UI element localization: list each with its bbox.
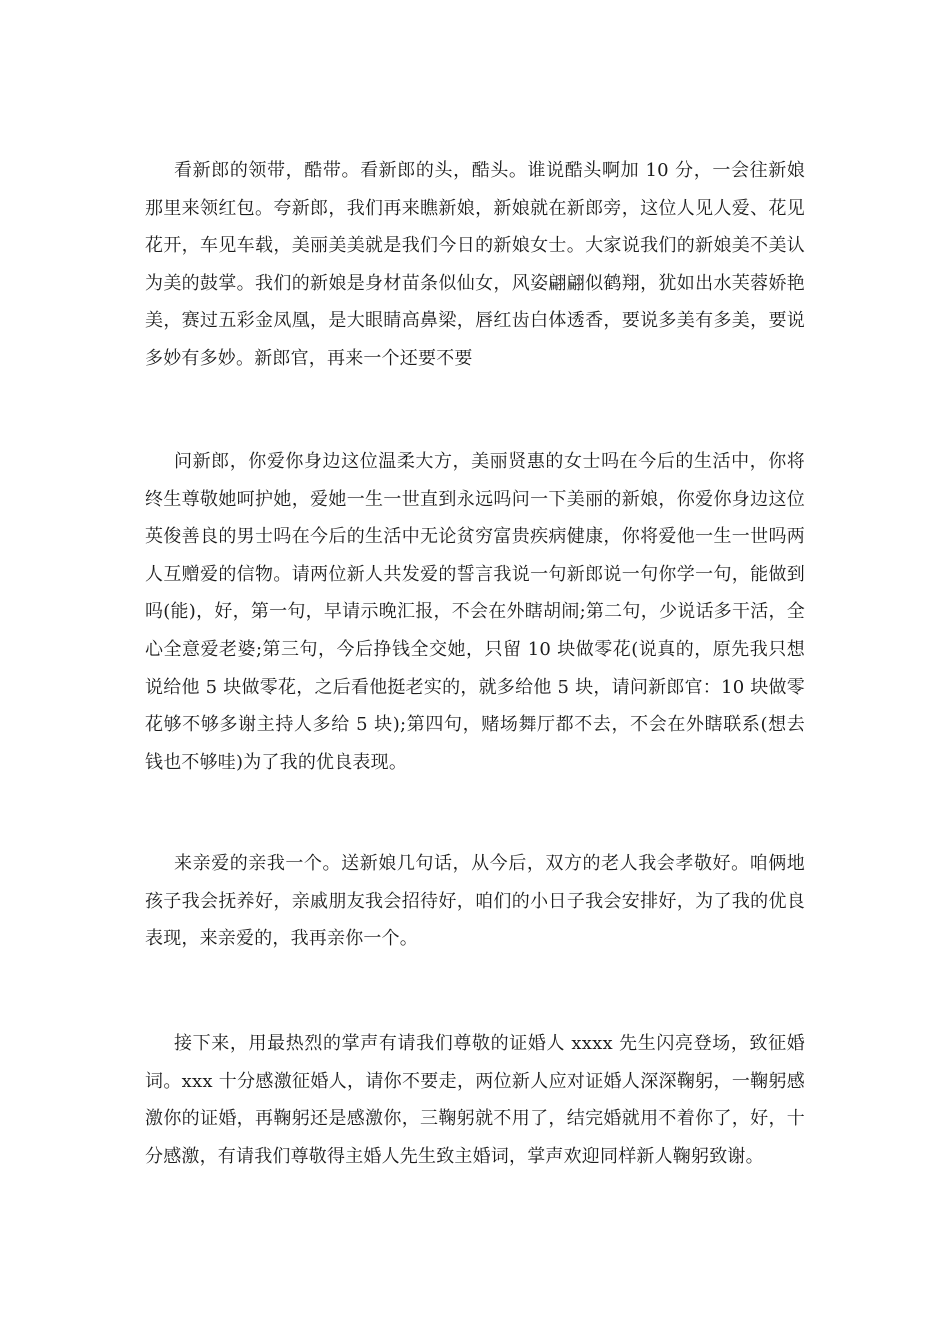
paragraph-groom-praise: 看新郎的领带，酷带。看新郎的头，酷头。谁说酷头啊加 10 分，一会往新娘那里来领红包。夸新郎，我们再来瞧新娘，新娘就在新郎旁，这位人见人爱、花见花开，车见车载，美丽美美就是我们今日的新娘女士。大家说我们的新娘美不美认为美的鼓掌。我们的新娘是身材苗条似仙女，风姿翩翩似鹤翔，犹如出水芙蓉娇艳美，赛过五彩金凤凰，是大眼睛高鼻梁，唇红齿白体透香，要说多美有多美，要说多妙有多妙。新郎官，再来一个还要不要 <box>145 160 805 369</box>
paragraph-kiss: 来亲爱的亲我一个。送新娘几句话，从今后，双方的老人我会孝敬好。咱俩地孩子我会抚养好，亲戚朋友我会招待好，咱们的小日子我会安排好，为了我的优良表现，来亲爱的，我再亲你一个。 <box>145 853 805 950</box>
paragraph-witness-speech: 接下来，用最热烈的掌声有请我们尊敬的证婚人 xxxx 先生闪亮登场，致征婚词。xxx 十分感激征婚人，请你不要走，两位新人应对证婚人深深鞠躬，一鞠躬感激你的证婚，再鞠躬还是感激你，三鞠躬就不用了，结完婚就用不着你了，好，十分感激，有请我们尊敬得主婚人先生致主婚词，掌声欢迎同样新人鞠躬致谢。 <box>145 1033 805 1167</box>
paragraph-vows: 问新郎，你爱你身边这位温柔大方，美丽贤惠的女士吗在今后的生活中，你将终生尊敬她呵护她，爱她一生一世直到永远吗问一下美丽的新娘，你爱你身边这位英俊善良的男士吗在今后的生活中无论贫穷富贵疾病健康，你将爱他一生一世吗两人互赠爱的信物。请两位新人共发爱的誓言我说一句新郎说一句你学一句，能做到吗(能)，好，第一句，早请示晚汇报，不会在外瞎胡闹;第二句，少说话多干活，全心全意爱老婆;第三句，今后挣钱全交她，只留 10 块做零花(说真的，原先我只想说给他 5 块做零花，之后看他挺老实的，就多给他 5 块，请问新郎官：10 块做零花够不够多谢主持人多给 5 块);第四句，赌场舞厅都不去，不会在外瞎联系(想去钱也不够哇)为了我的优良表现。 <box>145 451 805 773</box>
